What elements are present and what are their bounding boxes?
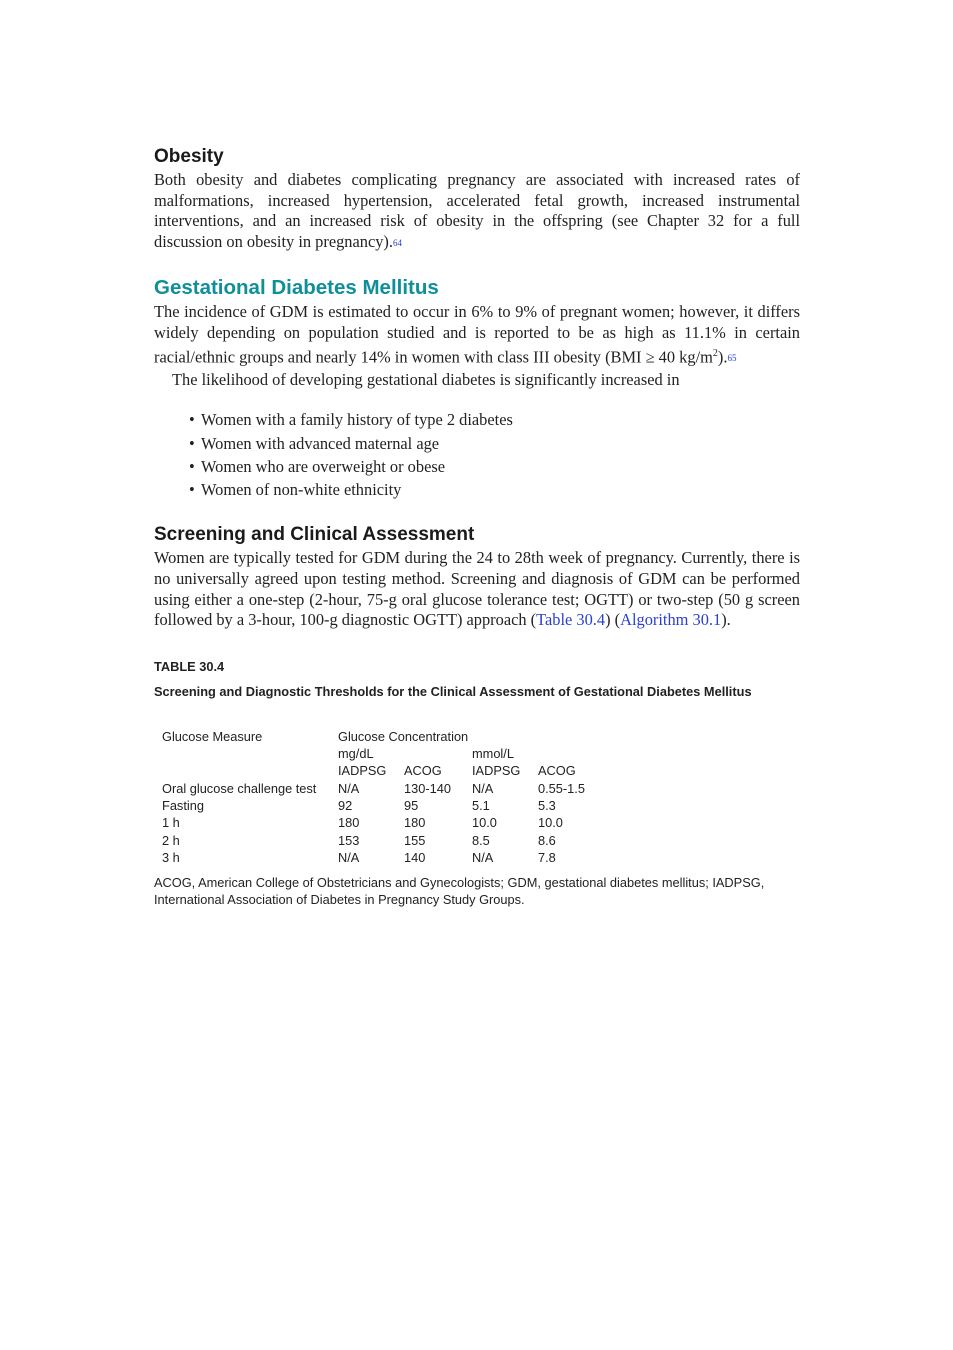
obesity-heading: Obesity [154,146,224,167]
unit-header: mg/dL [338,746,374,762]
list-item: • Women who are overweight or obese [189,456,446,476]
table-block [154,659,800,908]
table-row: Fasting 92 95 5.1 5.3 [162,797,556,813]
screening-heading: Screening and Clinical Assessment [154,524,475,546]
gdm-heading: Gestational Diabetes Mellitus [154,276,439,300]
likelihood-paragraph: The likelihood of developing gestational diabetes is significantly increased in [172,369,680,389]
sub-header: ACOG [404,763,442,779]
reference-65-link[interactable]: 65 [727,353,737,364]
page-content [154,144,800,908]
table-header-row [162,728,598,745]
reference-64-link[interactable]: 64 [393,237,402,248]
table-label: TABLE 30.4 [154,658,225,674]
table-row: 1 h 180 180 10.0 10.0 [162,815,563,831]
sub-header: IADPSG [338,763,387,779]
table-subheader-row [162,762,598,779]
table-unit-row [162,745,598,762]
sub-header: IADPSG [472,763,521,779]
gdm-text-close: ). [717,347,728,367]
list-item: • Women with advanced maternal age [189,433,440,453]
obesity-text: Both obesity and diabetes complicating pregnancy are associated with increased rates of malformations, increased hypertension, accelerated fetal growth, increased instrumental interventions, and an increased risk of obesity in the offspring (see Chapter 32 for a full discussion on obesity in pregnancy). [154,170,800,251]
column-header: Glucose Concentration [338,728,469,744]
table-title: Screening and Diagnostic Thresholds for the Clinical Assessment of Gestational Diabetes Mellitus [154,683,752,699]
table-row: 3 h N/A 140 N/A 7.8 [162,849,556,865]
gdm-text: The incidence of GDM is estimated to occur in 6% to 9% of pregnant women; however, it differs widely depending on population studied and is reported to be as high as 11.1% in certain racial/ethnic groups and nearly 14% in women with class III obesity (BMI ≥ 40 kg/m [154,302,800,367]
gdm-paragraph [154,302,800,369]
table-30-4-link[interactable]: Table 30.4 [536,610,606,630]
sub-header: ACOG [538,763,576,779]
list-item: • Women with a family history of type 2 diabetes [189,410,513,430]
table-row: 2 h 153 155 8.5 8.6 [162,832,556,848]
glucose-threshold-table [162,728,598,866]
list-item: • Women of non-white ethnicity [189,480,402,500]
screening-paragraph: Women are typically tested for GDM during the 24 to 28th week of pregnancy. Currently, there is no universally agreed upon testing method. Screening and diagnosis of GDM can be performed using either a one-step (2-hour, 75-g oral glucose tolerance test; OGTT) or two-step (50 g screen followed by a 3-hour, 100-g diagnostic OGTT) approach (Table 30.4) (Algorithm 30.1). [154,548,800,630]
column-header: Glucose Measure [162,728,263,744]
obesity-paragraph [154,170,800,254]
table-row: Oral glucose challenge test N/A 130-140 N/A 0.55-1.5 [162,780,585,796]
unit-header: mmol/L [472,746,514,762]
algorithm-30-1-link[interactable]: Algorithm 30.1 [620,610,722,630]
table-footnote: ACOG, American College of Obstetricians and Gynecologists; GDM, gestational diabetes mellitus; IADPSG, International Association of Diabetes in Pregnancy Study Groups. [154,875,765,908]
risk-factor-list [154,408,800,501]
superscript-2: 2 [712,347,718,359]
